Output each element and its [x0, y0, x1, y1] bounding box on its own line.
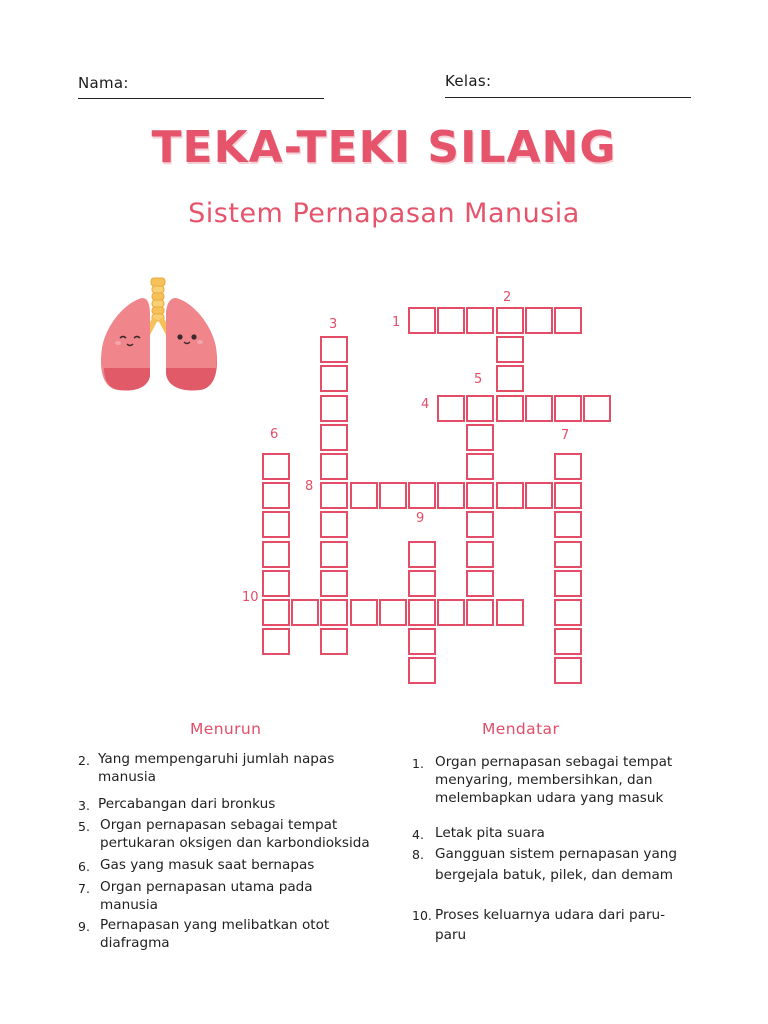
crossword-cell[interactable]: [466, 424, 494, 451]
page-subtitle: Sistem Pernapasan Manusia: [188, 198, 580, 229]
crossword-cell[interactable]: [320, 453, 348, 480]
crossword-cell[interactable]: [262, 511, 290, 538]
crossword-cell[interactable]: [466, 599, 494, 626]
crossword-cell[interactable]: [320, 570, 348, 597]
crossword-cell[interactable]: [554, 541, 582, 568]
clue-number-1: 1: [392, 315, 401, 330]
crossword-cell[interactable]: [437, 482, 465, 509]
page-title: TEKA-TEKI SILANG: [151, 122, 617, 173]
crossword-cell[interactable]: [437, 307, 465, 334]
class-field[interactable]: [445, 97, 691, 98]
crossword-cell[interactable]: [496, 307, 524, 334]
down-clue-6: 6. Gas yang masuk saat bernapas: [78, 857, 315, 874]
crossword-cell[interactable]: [262, 482, 290, 509]
crossword-cell[interactable]: [379, 482, 407, 509]
crossword-cell[interactable]: [466, 511, 494, 538]
crossword-cell[interactable]: [408, 570, 436, 597]
name-label: Nama:: [78, 74, 129, 92]
crossword-cell[interactable]: [466, 482, 494, 509]
crossword-cell[interactable]: [437, 395, 465, 422]
crossword-cell[interactable]: [291, 599, 319, 626]
crossword-cell[interactable]: [408, 482, 436, 509]
clue-number-9: 9: [416, 511, 425, 526]
crossword-cell[interactable]: [320, 482, 348, 509]
down-clue-3: 3. Percabangan dari bronkus: [78, 796, 276, 813]
crossword-cell[interactable]: [320, 395, 348, 422]
down-clue-2: 2. Yang mempengaruhi jumlah napas manusia: [78, 751, 335, 785]
crossword-cell[interactable]: [408, 657, 436, 684]
crossword-cell[interactable]: [554, 511, 582, 538]
across-clue-8: 8. Gangguan sistem pernapasan yang bergejala batuk, pilek, dan demam: [412, 846, 678, 883]
crossword-cell[interactable]: [554, 599, 582, 626]
clue-number-5: 5: [474, 372, 483, 387]
crossword-cell[interactable]: [496, 365, 524, 392]
clue-number-2: 2: [503, 290, 512, 305]
crossword-cell[interactable]: [262, 453, 290, 480]
crossword-cell[interactable]: [320, 365, 348, 392]
crossword-cell[interactable]: [466, 541, 494, 568]
crossword-cell[interactable]: [554, 570, 582, 597]
down-heading: Menurun: [190, 720, 262, 738]
crossword-cell[interactable]: [408, 541, 436, 568]
crossword-cell[interactable]: [408, 599, 436, 626]
crossword-cell[interactable]: [262, 628, 290, 655]
name-field[interactable]: [78, 98, 324, 99]
crossword-cell[interactable]: [496, 336, 524, 363]
crossword-cell[interactable]: [350, 599, 378, 626]
clue-number-10: 10: [242, 590, 259, 605]
clue-number-6: 6: [270, 427, 279, 442]
crossword-cell[interactable]: [320, 599, 348, 626]
crossword-cell[interactable]: [525, 395, 553, 422]
crossword-cell[interactable]: [466, 570, 494, 597]
crossword-cell[interactable]: [554, 657, 582, 684]
crossword-cell[interactable]: [320, 336, 348, 363]
crossword-cell[interactable]: [554, 307, 582, 334]
crossword-cell[interactable]: [496, 482, 524, 509]
lungs-icon: [96, 276, 226, 396]
class-label: Kelas:: [445, 72, 492, 90]
across-clue-10: 10. Proses keluarnya udara dari paru-paru: [412, 907, 666, 943]
across-clue-1: 1. Organ pernapasan sebagai tempat menyaring, membersihkan, dan melembapkan udara yang masuk: [412, 754, 673, 806]
crossword-cell[interactable]: [320, 511, 348, 538]
crossword-cell[interactable]: [320, 541, 348, 568]
crossword-cell[interactable]: [496, 395, 524, 422]
clue-number-4: 4: [421, 397, 430, 412]
crossword-cell[interactable]: [350, 482, 378, 509]
clue-number-3: 3: [329, 317, 338, 332]
crossword-cell[interactable]: [525, 307, 553, 334]
clue-number-7: 7: [561, 428, 570, 443]
crossword-cell[interactable]: [437, 599, 465, 626]
crossword-cell[interactable]: [262, 570, 290, 597]
crossword-cell[interactable]: [554, 453, 582, 480]
down-clue-9: 9. Pernapasan yang melibatkan otot diafragma: [78, 917, 330, 951]
crossword-cell[interactable]: [554, 395, 582, 422]
crossword-cell[interactable]: [554, 482, 582, 509]
crossword-cell[interactable]: [466, 395, 494, 422]
crossword-cell[interactable]: [320, 628, 348, 655]
crossword-cell[interactable]: [320, 424, 348, 451]
clue-number-8: 8: [305, 479, 314, 494]
crossword-cell[interactable]: [496, 599, 524, 626]
down-clue-7: 7. Organ pernapasan utama pada manusia: [78, 879, 313, 913]
across-heading: Mendatar: [482, 720, 560, 738]
crossword-cell[interactable]: [379, 599, 407, 626]
crossword-cell[interactable]: [408, 307, 436, 334]
down-clue-5: 5. Organ pernapasan sebagai tempat pertukaran oksigen dan karbondioksida: [78, 817, 370, 851]
crossword-cell[interactable]: [554, 628, 582, 655]
crossword-cell[interactable]: [525, 482, 553, 509]
crossword-cell[interactable]: [408, 628, 436, 655]
crossword-cell[interactable]: [466, 307, 494, 334]
crossword-cell[interactable]: [466, 453, 494, 480]
crossword-cell[interactable]: [262, 599, 290, 626]
crossword-cell[interactable]: [583, 395, 611, 422]
across-clue-4: 4. Letak pita suara: [412, 825, 545, 842]
crossword-cell[interactable]: [262, 541, 290, 568]
